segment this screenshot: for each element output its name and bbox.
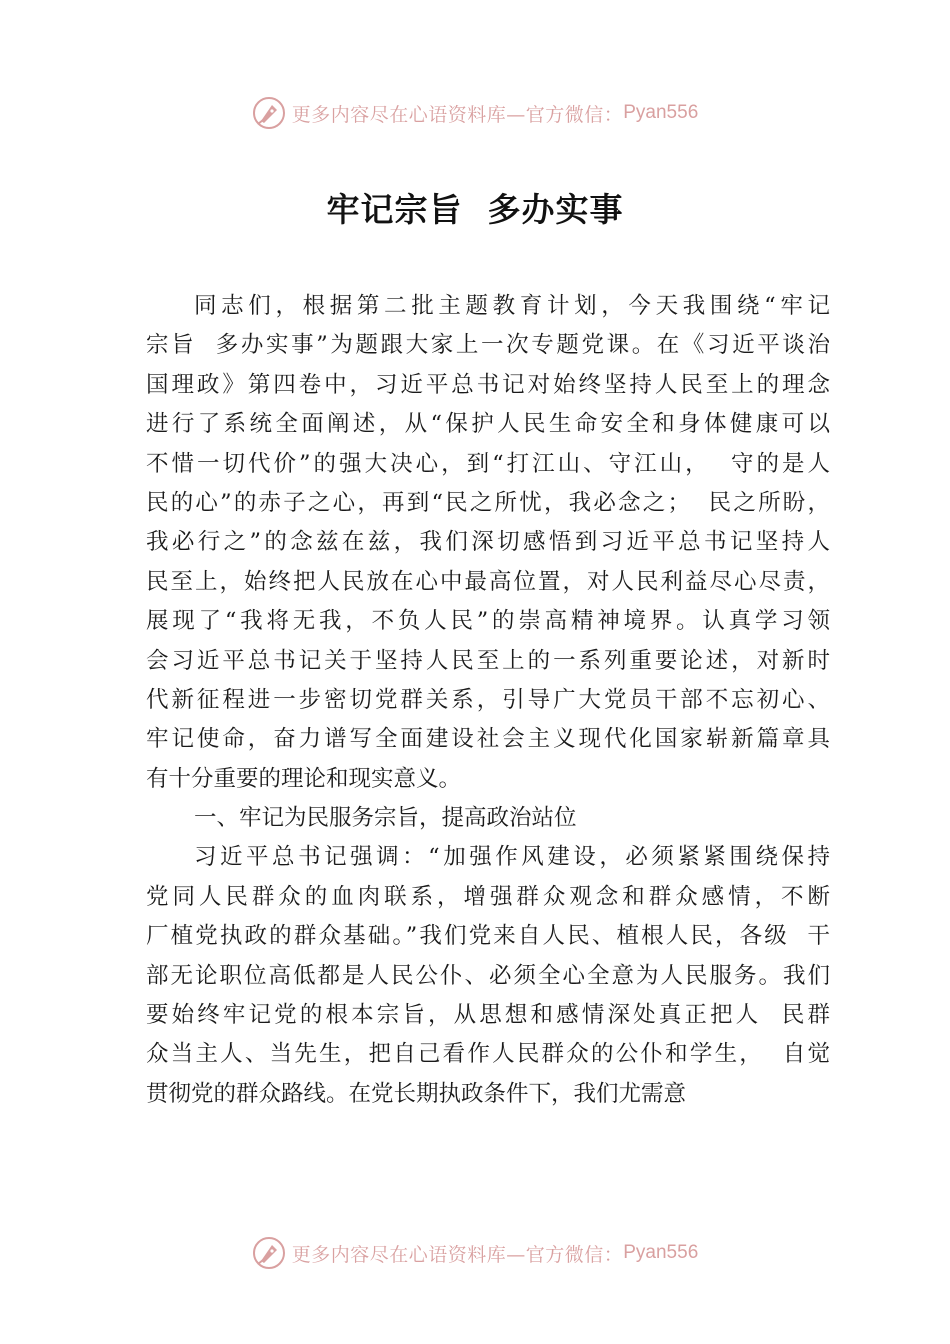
watermark-text: 更多内容尽在心语资料库—官方微信： <box>291 1243 624 1266</box>
body-line: 民的心”的赤子之心，再到“民之所忧，我必念之； 民之所盼， <box>146 489 830 516</box>
body-line: 党同人民群众的血肉联系，增强群众观念和群众感情，不断 <box>146 883 830 910</box>
body-line: 宗旨 多办实事”为题跟大家上一次专题党课。在《习近平谈治 <box>146 332 830 359</box>
document-body <box>146 287 830 1114</box>
pen-nib-logo-icon <box>252 1236 286 1270</box>
body-line: 要始终牢记党的根本宗旨，从思想和感情深处真正把人 民群 <box>146 1002 830 1029</box>
body-line: 进行了系统全面阐述，从“保护人民生命安全和身体健康可以 <box>146 411 830 438</box>
footer-watermark <box>0 1236 950 1270</box>
section-heading: 一、牢记为民服务宗旨，提高政治站位 <box>194 805 577 832</box>
body-line: 贯彻党的群众路线。在党长期执政条件下，我们尤需意 <box>146 1080 687 1107</box>
body-line: 我必行之”的念兹在兹，我们深切感悟到习近平总书记坚持人 <box>146 529 830 556</box>
body-line: 会习近平总书记关于坚持人民至上的一系列重要论述，对新时 <box>146 647 830 674</box>
body-line: 民至上，始终把人民放在心中最高位置，对人民利益尽心尽责， <box>146 568 830 595</box>
body-line: 同志们，根据第二批主题教育计划，今天我围绕“牢记 <box>194 293 830 319</box>
body-line: 不惜一切代价”的强大决心，到“打江山、守江山， 守的是人 <box>146 450 830 477</box>
body-line: ⼚植党执政的群众基础。”我们党来自人民、植根人民，各级 干 <box>146 923 830 950</box>
body-line: 展现了“我将无我，不负人民”的崇高精神境界。认真学习领 <box>146 608 830 635</box>
body-line: 习近平总书记强调：“加强作风建设，必须紧紧围绕保持 <box>194 844 830 871</box>
body-line: 国理政》第四卷中，习近平总书记对始终坚持人民至上的理念 <box>146 371 830 398</box>
document-title: 牢记宗旨 多办实事 <box>326 190 624 229</box>
watermark-wechat-id: Pyan556 <box>623 1242 699 1263</box>
body-line: 众当主人、当先生，把自己看作人民群众的公仆和学生， 自觉 <box>146 1041 830 1068</box>
pen-nib-logo-icon <box>252 96 286 130</box>
watermark-text: 更多内容尽在心语资料库—官方微信： <box>291 103 624 126</box>
watermark-wechat-id: Pyan556 <box>623 102 699 123</box>
body-line: 代新征程进一步密切党群关系，引导广大党员干部不忘初心、 <box>146 686 830 713</box>
body-line: 牢记使命，奋力谱写全面建设社会主义现代化国家崭新篇章具 <box>146 726 830 753</box>
body-line: 有十分重要的理论和现实意义。 <box>146 765 462 792</box>
header-watermark <box>0 96 950 130</box>
body-line: 部无论职位高低都是人民公仆、必须全心全意为人民服务。我们 <box>146 962 830 989</box>
